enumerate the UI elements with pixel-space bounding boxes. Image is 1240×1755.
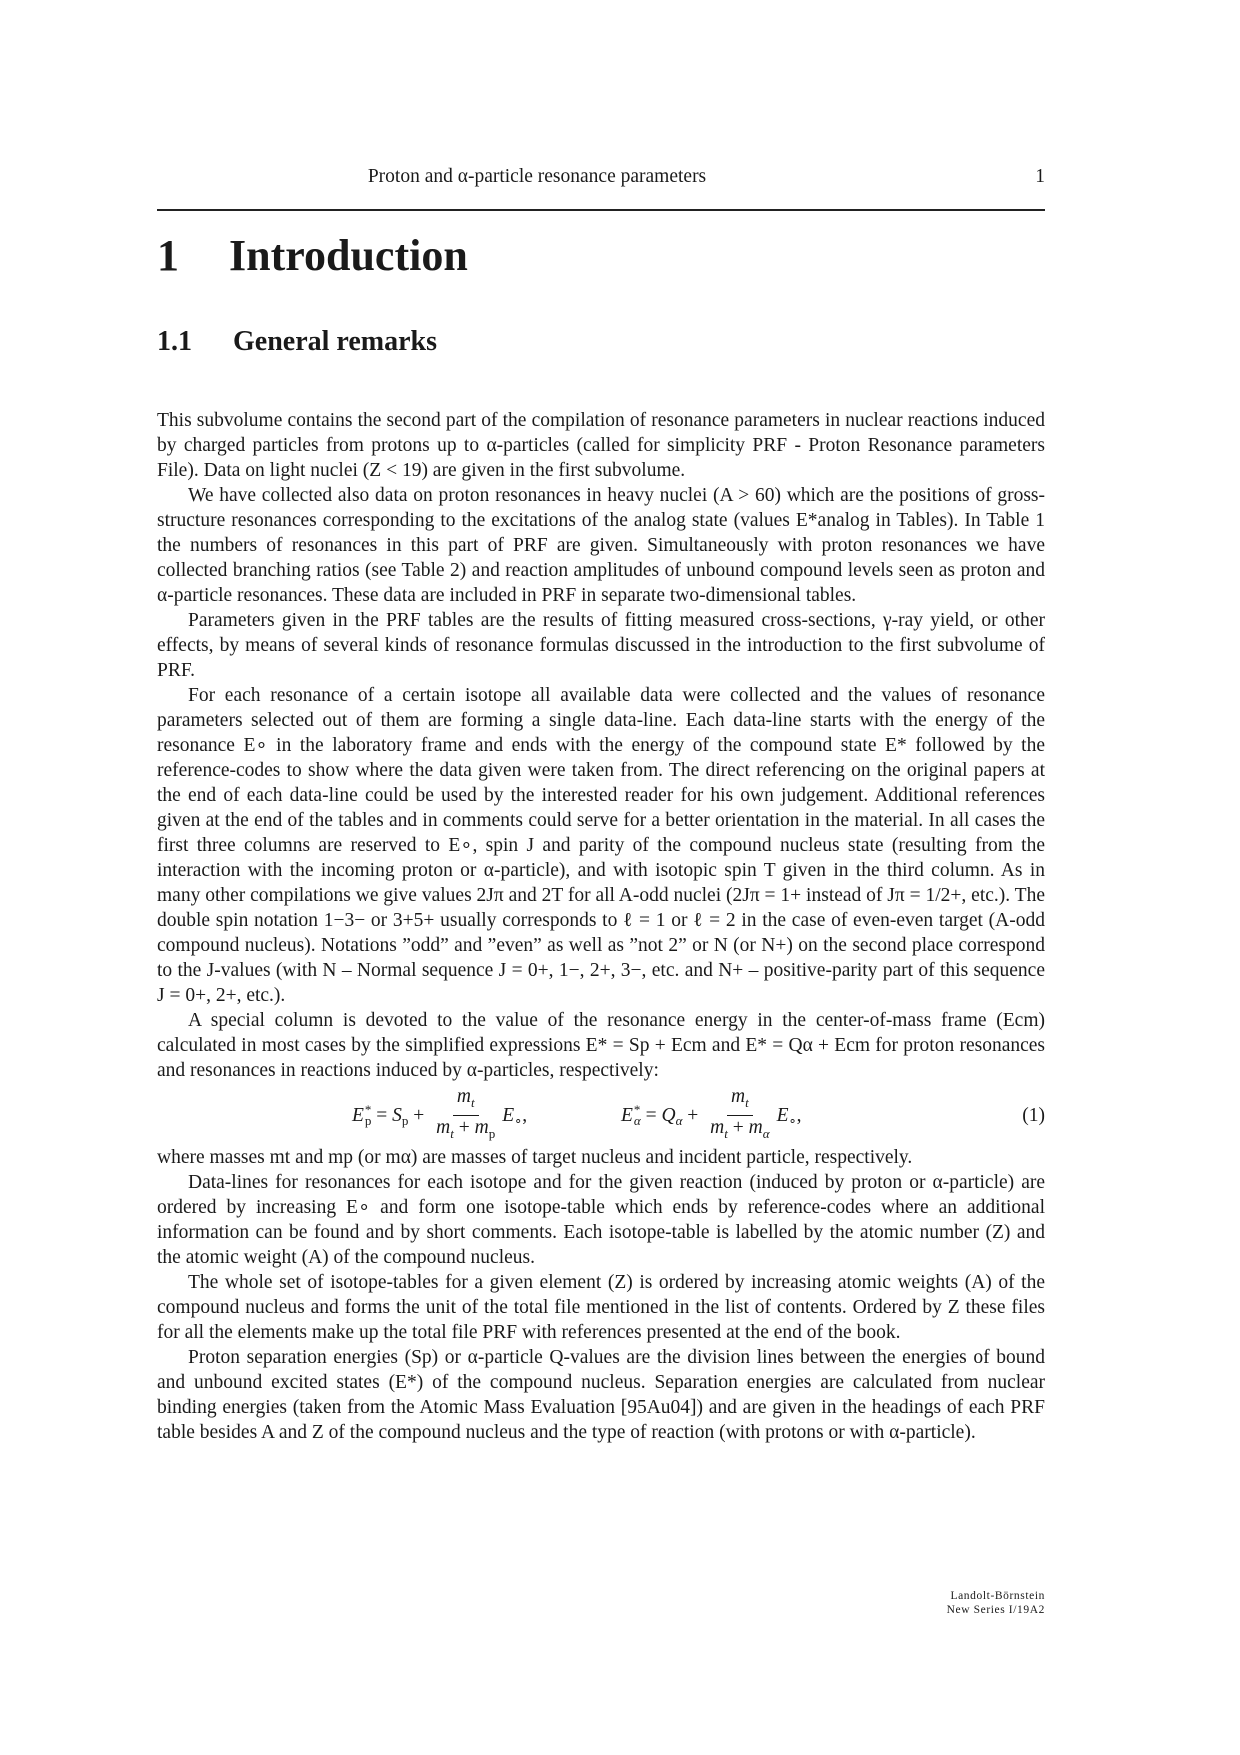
- chapter-heading: [157, 228, 468, 284]
- section-number: 1.1: [157, 326, 192, 357]
- section-title: General remarks: [233, 326, 437, 357]
- paragraph: The whole set of isotope-tables for a given element (Z) is ordered by increasing atomic weights (A) of the compound nucleus and forms the unit of the total file mentioned in the list of contents. Ordered by Z these files for all the elements make up the total file PRF with references presented at the end of the book.: [157, 1272, 1045, 1343]
- body-text: [157, 408, 1045, 1445]
- paragraph: where masses mt and mp (or mα) are masses of target nucleus and incident particle, respectively.: [157, 1147, 913, 1168]
- equation-number: (1): [1022, 1104, 1045, 1126]
- chapter-title: Introduction: [229, 231, 468, 280]
- running-title: Proton and α-particle resonance parameters: [367, 166, 707, 187]
- chapter-number: 1: [157, 231, 179, 280]
- page-number: 1: [1035, 166, 1045, 187]
- publisher-footer: [890, 1589, 1045, 1617]
- footer-line-2: New Series I/19A2: [946, 1604, 1045, 1616]
- equation-1: [157, 1085, 1045, 1142]
- paragraph: For each resonance of a certain isotope all available data were collected and the values of resonance parameters selected out of them are forming a single data-line. Each data-line starts with the energy of the resonance E∘ in the laboratory frame and ends with the energy of the compound state E* followed by the reference-codes to show where the data given were taken from. The direct referencing on the original papers at the end of each data-line could be used by the interested reader for his own judgement. Additional references given at the end of the tables and in comments could serve for a better orientation in the material. In all cases the first three columns are reserved to E∘, spin J and parity of the compound nucleus state (resulting from the interaction with the incoming proton or α-particle), and with isotopic spin T given in the third column. As in many other compilations we give values 2Jπ and 2T for all A-odd nuclei (2Jπ = 1+ instead of Jπ = 1/2+, etc.). The double spin notation 1−3− or 3+5+ usually corresponds to ℓ = 1 or ℓ = 2 in the case of even-even target (A-odd compound nucleus). Notations ”odd” and ”even” as well as ”not 2” or N (or N+) on the second place correspond to the J-values (with N – Normal sequence J = 0+, 1−, 2+, 3−, etc. and N+ – positive-parity part of this sequence J = 0+, 2+, etc.).: [157, 685, 1045, 1006]
- paragraph: Data-lines for resonances for each isotope and for the given reaction (induced by proton or α-particle) are ordered by increasing E∘ and form one isotope-table which ends by reference-codes where an additional information can be found and by short comments. Each isotope-table is labelled by the atomic number (Z) and the atomic weight (A) of the compound nucleus.: [157, 1172, 1045, 1268]
- equation-alpha: E * α = Q α + $\frac{m_t}{m_t + m_\alpha}$ E ∘ ,: [621, 1085, 802, 1141]
- header-rule: [157, 209, 1045, 211]
- footer-line-1: Landolt-Börnstein: [950, 1590, 1045, 1602]
- paragraph: This subvolume contains the second part of the compilation of resonance parameters in nuclear reactions induced by charged particles from protons up to α-particles (called for simplicity PRF - Proton Resonance parameters File). Data on light nuclei (Z < 19) are given in the first subvolume.: [157, 410, 1045, 481]
- section-heading: [157, 324, 437, 360]
- paragraph: Parameters given in the PRF tables are the results of fitting measured cross-sections, γ-ray yield, or other effects, by means of several kinds of resonance formulas discussed in the introduction to the first subvolume of PRF.: [157, 610, 1045, 681]
- paragraph: Proton separation energies (Sp) or α-particle Q-values are the division lines between the energies of bound and unbound excited states (E*) of the compound nucleus. Separation energies are calculated from nuclear binding energies (taken from the Atomic Mass Evaluation [95Au04]) and are given in the headings of each PRF table besides A and Z of the compound nucleus and the type of reaction (with protons or with α-particle).: [157, 1347, 1045, 1443]
- equation-proton: E * p = S p + $\frac{m_t}{m_t + m_p}$ E ∘ ,: [352, 1085, 528, 1141]
- paragraph: We have collected also data on proton resonances in heavy nuclei (A > 60) which are the positions of gross-structure resonances corresponding to the excitations of the analog state (values E*analog in Tables). In Table 1 the numbers of resonances in this part of PRF are given. Simultaneously with proton resonances we have collected branching ratios (see Table 2) and reaction amplitudes of unbound compound levels seen as proton and α-particle resonances. These data are included in PRF in separate two-dimensional tables.: [157, 485, 1045, 606]
- paragraph: A special column is devoted to the value of the resonance energy in the center-of-mass frame (Ecm) calculated in most cases by the simplified expressions E* = Sp + Ecm and E* = Qα + Ecm for proton resonances and resonances in reactions induced by α-particles, respectively:: [157, 1010, 1045, 1081]
